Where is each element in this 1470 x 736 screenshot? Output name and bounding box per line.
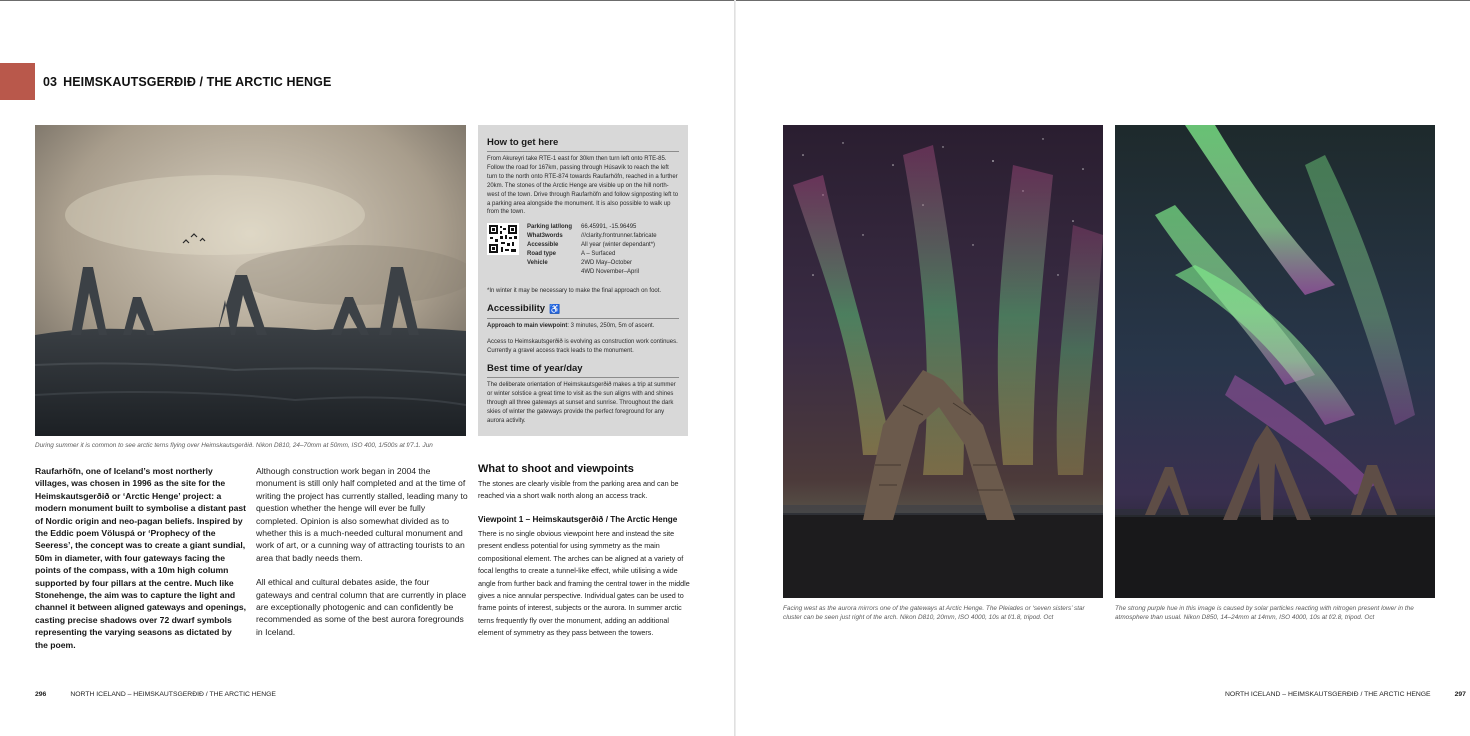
detail-value: All year (winter dependant*) — [581, 242, 656, 249]
detail-value: 4WD November–April — [581, 268, 640, 275]
detail-key: What3words — [527, 233, 563, 240]
shoot-intro: The stones are clearly visible from the parking area and can be reached via a short walk north along an access track. — [478, 479, 679, 501]
intro-paragraph: Raufarhöfn, one of Iceland’s most northerly villages, was chosen in 1996 as the site for the Heimskautsgerðið or ‘Arctic Henge’ project: a modern monument built to symbolise a distant past of Nordic origin and neo-pagan beliefs. Inspired by the Eddic poem Völuspá or ‘Prophecy of the Seeress’, the concept was to create a giant sundial, 50m in diameter, with four gateways facing the points of the compass, with a 10m high column supported by four pillars at the centre. Much like Stonehenge, the aim was to capture the light and channel it between aligned gateways and openings, casting precise shadows over 72 dwarf symbols representing the varying seasons as dictated by the poem. — [35, 466, 247, 650]
photo-right2-caption: The strong purple hue in this image is caused by solar particles reacting with nitrogen present lower in the atmosphere than usual. Nikon D850, 14–24mm at 14mm, ISO 4000, 10s at f/2.8, tripod. Oct — [1115, 605, 1414, 621]
section-heading-shoot: What to shoot and viewpoints — [478, 463, 634, 475]
photo-left-caption: During summer it is common to see arctic terns flying over Heimskautsgerðið. Nikon D810, 24–70mm at 50mm, ISO 400, 1/500s at f/7.1. Jun — [35, 442, 433, 449]
left-page-footer — [35, 691, 276, 698]
photo-henge-terns — [35, 125, 466, 436]
right-page-footer — [1225, 691, 1466, 698]
detail-key — [527, 268, 581, 277]
detail-key: Accessible — [527, 242, 559, 249]
paragraph: Although construction work began in 2004 the monument is still only half completed and at the time of writing the project has currently stalled, leading many to question whether the henge will ever be fully completed. Opinion is also somewhat divided as to whether this is a much-needed cultural monument and work of art, or a cunning way of attracting tourists to an area that badly needs them. — [256, 466, 468, 563]
info-box — [478, 125, 688, 436]
paragraph: All ethical and cultural debates aside, the four gateways and central column that are currently in place are exceptionally photogenic and can confidently be recommended as some of the best aurora foregrounds in Iceland. — [256, 577, 467, 637]
accessibility-text: Access to Heimskautsgerðið is evolving as construction work continues. Currently a gravel access track leads to the monument. — [487, 338, 678, 354]
photo-aurora-henge — [1115, 125, 1435, 598]
photo-aurora-arch — [783, 125, 1103, 598]
how-to-get-here-text: From Akureyri take RTE-1 east for 30km then turn left onto RTE-85. Follow the road for 167km, passing through Húsavík to reach the left turn to the north onto RTE-874 towards Raufarhöfn, reached in a further 20km. The stones of the Arctic Henge are visible up on the hill north-west of the town. Drive through Raufarhöfn and follow signposting left to a parking area alongside the monument. It is also possible to walk up from the town. — [487, 156, 679, 216]
page-number-left: 296 — [35, 691, 47, 698]
winter-note: *In winter it may be necessary to make the final approach on foot. — [487, 287, 662, 294]
viewpoint-heading: Viewpoint 1 – Heimskautsgerðið / The Arctic Henge — [478, 515, 678, 524]
photo-right1-caption: Facing west as the aurora mirrors one of the gateways at Arctic Henge. The Pleiades or ‘seven sisters’ star cluster can be seen just right of the arch. Nikon D810, 20mm, ISO 4000, 10s at f/1.8, tripod. Oct — [783, 605, 1085, 621]
chapter-heading — [43, 75, 331, 89]
book-gutter — [734, 0, 736, 736]
qr-code-icon[interactable] — [487, 223, 519, 255]
detail-key: Parking lat/long — [527, 224, 573, 231]
running-footer-right: NORTH ICELAND – HEIMSKAUTSGERÐIÐ / THE ARCTIC HENGE — [1225, 691, 1431, 698]
page-number-right: 297 — [1454, 691, 1466, 698]
approach-label: Approach to main viewpoint — [487, 322, 568, 329]
detail-value: 2WD May–October — [581, 259, 633, 266]
details-list — [527, 223, 657, 276]
best-time-title: Best time of year/day — [487, 363, 583, 375]
approach-line — [487, 322, 679, 331]
detail-value: A – Surfaced — [581, 251, 616, 258]
divider — [487, 318, 679, 319]
viewpoint-text: There is no single obvious viewpoint here and instead the site present endless potential for using symmetry as the main compositional element. The arches can be aligned at a variety of focal lengths to create a tunnel-like effect, while utilising a wide angle from further back and framing the central tower in the middle gives a nice annular perspective. Individual gates can be used to frame points of interest, subjects or the aurora. In summer arctic terns frequently fly over the monument, adding an additional element of symmetry as they pass between the towers. — [478, 529, 690, 638]
chapter-tab — [0, 63, 35, 100]
best-time-text: The deliberate orientation of Heimskautsgerðið makes a trip at summer or winter solstice a great time to visit as the sun aligns with and shines through all three gateways at sunset and sunrise. Throughout the dark skies of winter the gateways provide the perfect foreground for any aurora activity. — [487, 382, 676, 425]
detail-key: Road type — [527, 251, 557, 258]
accessibility-label: Accessibility — [487, 302, 546, 314]
location-details — [487, 223, 679, 276]
how-to-get-here-title: How to get here — [487, 137, 559, 148]
chapter-number: 03 — [43, 75, 58, 89]
wheelchair-icon: ♿ — [549, 303, 561, 314]
detail-value: 66.45991, -15.96495 — [581, 224, 637, 231]
detail-value: ///clarity.frontrunner.fabricate — [581, 233, 657, 240]
accessibility-title — [487, 303, 679, 315]
divider — [487, 377, 679, 378]
detail-key: Vehicle — [527, 259, 548, 266]
running-footer-left: NORTH ICELAND – HEIMSKAUTSGERÐIÐ / THE ARCTIC HENGE — [70, 691, 276, 698]
chapter-title: HEIMSKAUTSGERÐIÐ / THE ARCTIC HENGE — [63, 75, 332, 89]
divider — [487, 151, 679, 152]
approach-value: : 3 minutes, 250m, 5m of ascent. — [567, 322, 655, 329]
middle-column — [256, 465, 468, 650]
